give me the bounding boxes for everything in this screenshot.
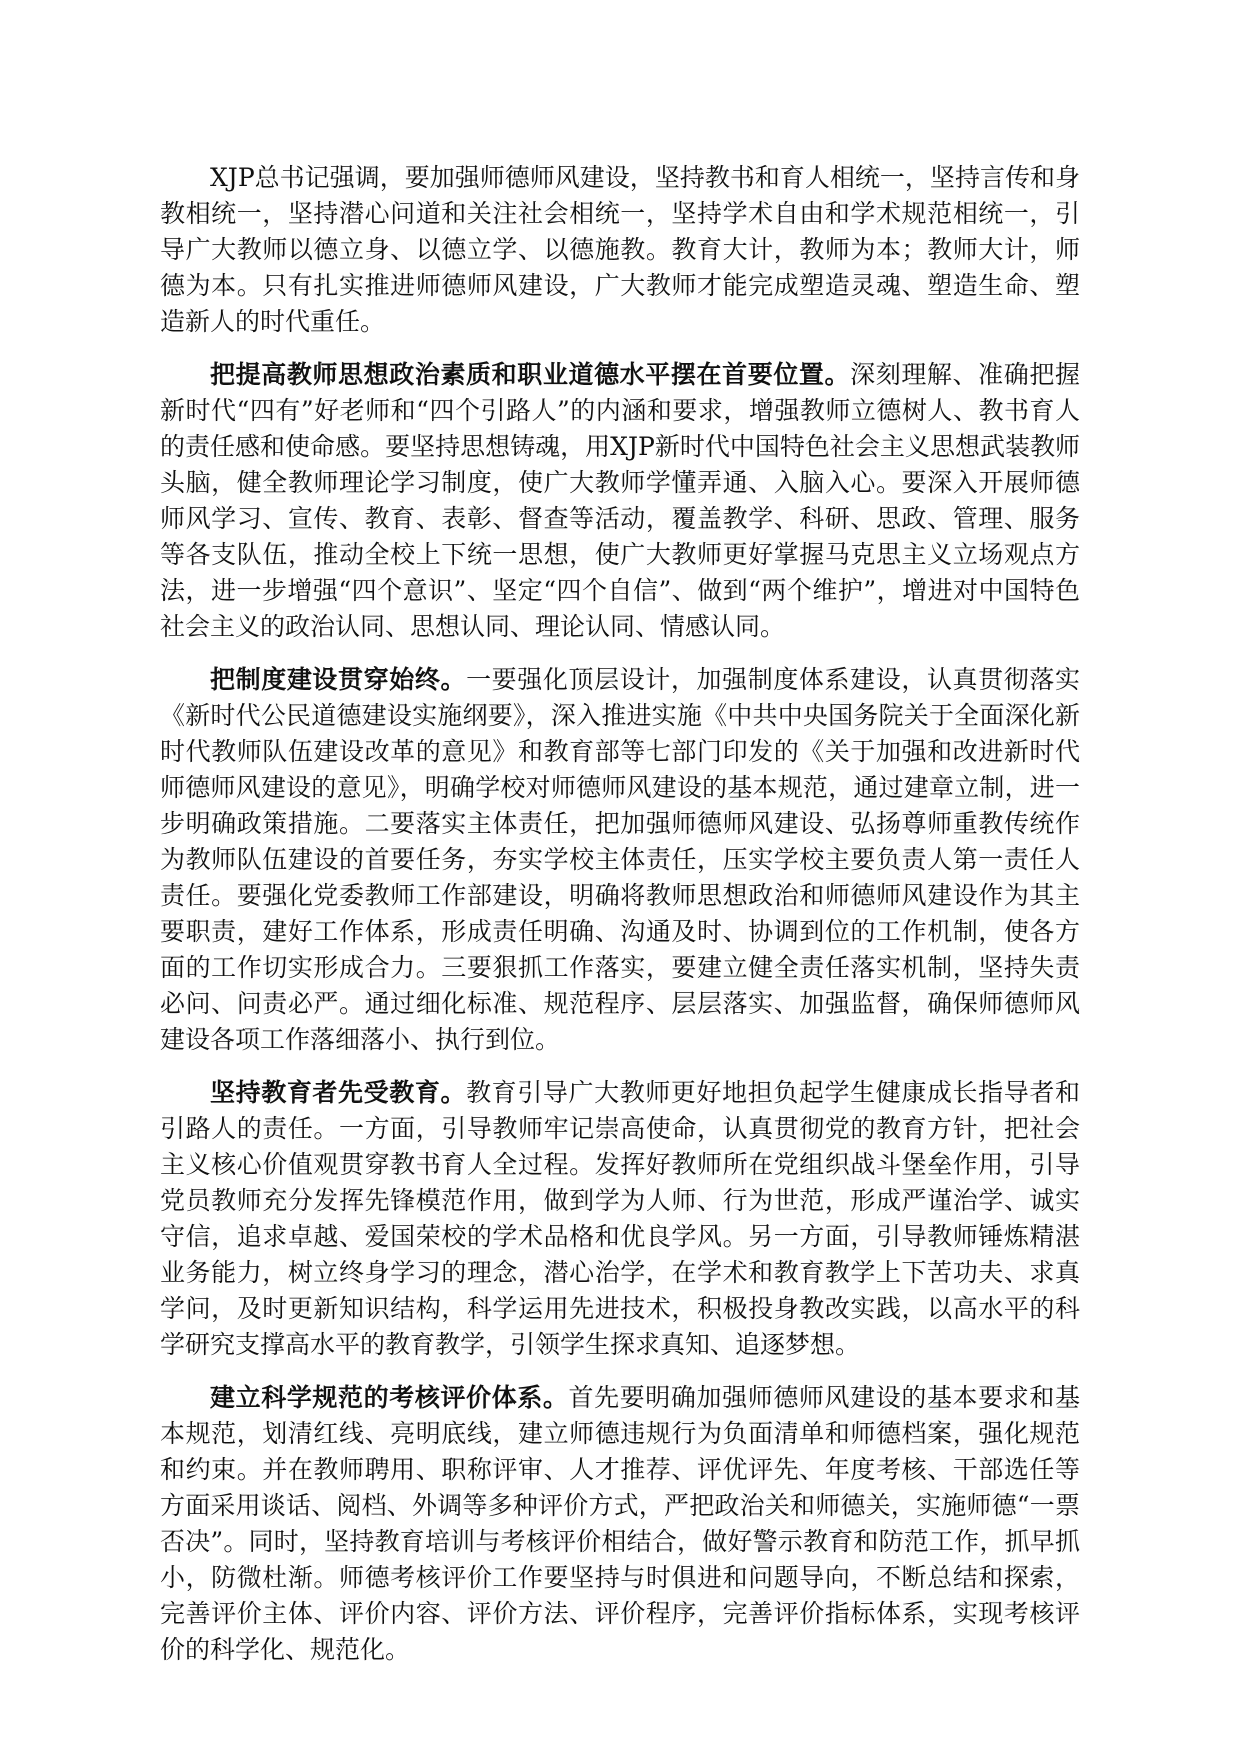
- paragraph-intro: [160, 160, 1080, 340]
- paragraph-lead: 把提高教师思想政治素质和职业道德水平摆在首要位置。: [210, 360, 851, 389]
- paragraph-lead: 坚持教育者先受教育。: [210, 1078, 467, 1107]
- paragraph-lead: 建立科学规范的考核评价体系。: [210, 1383, 569, 1412]
- paragraph-body: 深刻理解、准确把握新时代“四有”好老师和“四个引路人”的内涵和要求，增强教师立德树人、教书育人的责任感和使命感。要坚持思想铸魂，用XJP新时代中国特色社会主义思想武装教师头脑，健全教师理论学习制度，使广大教师学懂弄通、入脑入心。要深入开展师德师风学习、宣传、教育、表彰、督查等活动，覆盖教学、科研、思政、管理、服务等各支队伍，推动全校上下统一思想，使广大教师更好掌握马克思主义立场观点方法，进一步增强“四个意识”、坚定“四个自信”、做到“两个维护”，增进对中国特色社会主义的政治认同、思想认同、理论认同、情感认同。: [160, 360, 1080, 641]
- paragraph-body: 首先要明确加强师德师风建设的基本要求和基本规范，划清红线、亮明底线，建立师德违规行为负面清单和师德档案，强化规范和约束。并在教师聘用、职称评审、人才推荐、评优评先、年度考核、干部选任等方面采用谈话、阅档、外调等多种评价方式，严把政治关和师德关，实施师德“一票否决”。同时，坚持教育培训与考核评价相结合，做好警示教育和防范工作，抓早抓小，防微杜渐。师德考核评价工作要坚持与时俱进和问题导向，不断总结和探索，完善评价主体、评价内容、评价方法、评价程序，完善评价指标体系，实现考核评价的科学化、规范化。: [160, 1383, 1080, 1664]
- paragraph-body: 一要强化顶层设计，加强制度体系建设，认真贯彻落实《新时代公民道德建设实施纲要》，深入推进实施《中共中央国务院关于全面深化新时代教师队伍建设改革的意见》和教育部等七部门印发的《关于加强和改进新时代师德师风建设的意见》，明确学校对师德师风建设的基本规范，通过建章立制，进一步明确政策措施。二要落实主体责任，把加强师德师风建设、弘扬尊师重教传统作为教师队伍建设的首要任务，夯实学校主体责任，压实学校主要负责人第一责任人责任。要强化党委教师工作部建设，明确将教师思想政治和师德师风建设作为其主要职责，建好工作体系，形成责任明确、沟通及时、协调到位的工作机制，使各方面的工作切实形成合力。三要狠抓工作落实，要建立健全责任落实机制，坚持失责必问、问责必严。通过细化标准、规范程序、层层落实、加强监督，确保师德师风建设各项工作落细落小、执行到位。: [160, 665, 1080, 1054]
- paragraph-body: 教育引导广大教师更好地担负起学生健康成长指导者和引路人的责任。一方面，引导教师牢记崇高使命，认真贯彻党的教育方针，把社会主义核心价值观贯穿教书育人全过程。发挥好教师所在党组织战斗堡垒作用，引导党员教师充分发挥先锋模范作用，做到学为人师、行为世范，形成严谨治学、诚实守信，追求卓越、爱国荣校的学术品格和优良学风。另一方面，引导教师锤炼精湛业务能力，树立终身学习的理念，潜心治学，在学术和教育教学上下苦功夫、求真学问，及时更新知识结构，科学运用先进技术，积极投身教改实践，以高水平的科学研究支撑高水平的教育教学，引领学生探求真知、追逐梦想。: [160, 1078, 1080, 1359]
- paragraph-institution-building: [160, 662, 1080, 1058]
- paragraph-educators-first: [160, 1075, 1080, 1363]
- paragraph-body: XJP总书记强调，要加强师德师风建设，坚持教书和育人相统一，坚持言传和身教相统一，坚持潜心问道和关注社会相统一，坚持学术自由和学术规范相统一，引导广大教师以德立身、以德立学、以德施教。教育大计，教师为本；教师大计，师德为本。只有扎实推进师德师风建设，广大教师才能完成塑造灵魂、塑造生命、塑造新人的时代重任。: [160, 163, 1080, 336]
- paragraph-lead: 把制度建设贯穿始终。: [210, 665, 467, 694]
- paragraph-evaluation-system: [160, 1380, 1080, 1668]
- document-page: [160, 160, 1080, 1685]
- paragraph-political-quality: [160, 357, 1080, 645]
